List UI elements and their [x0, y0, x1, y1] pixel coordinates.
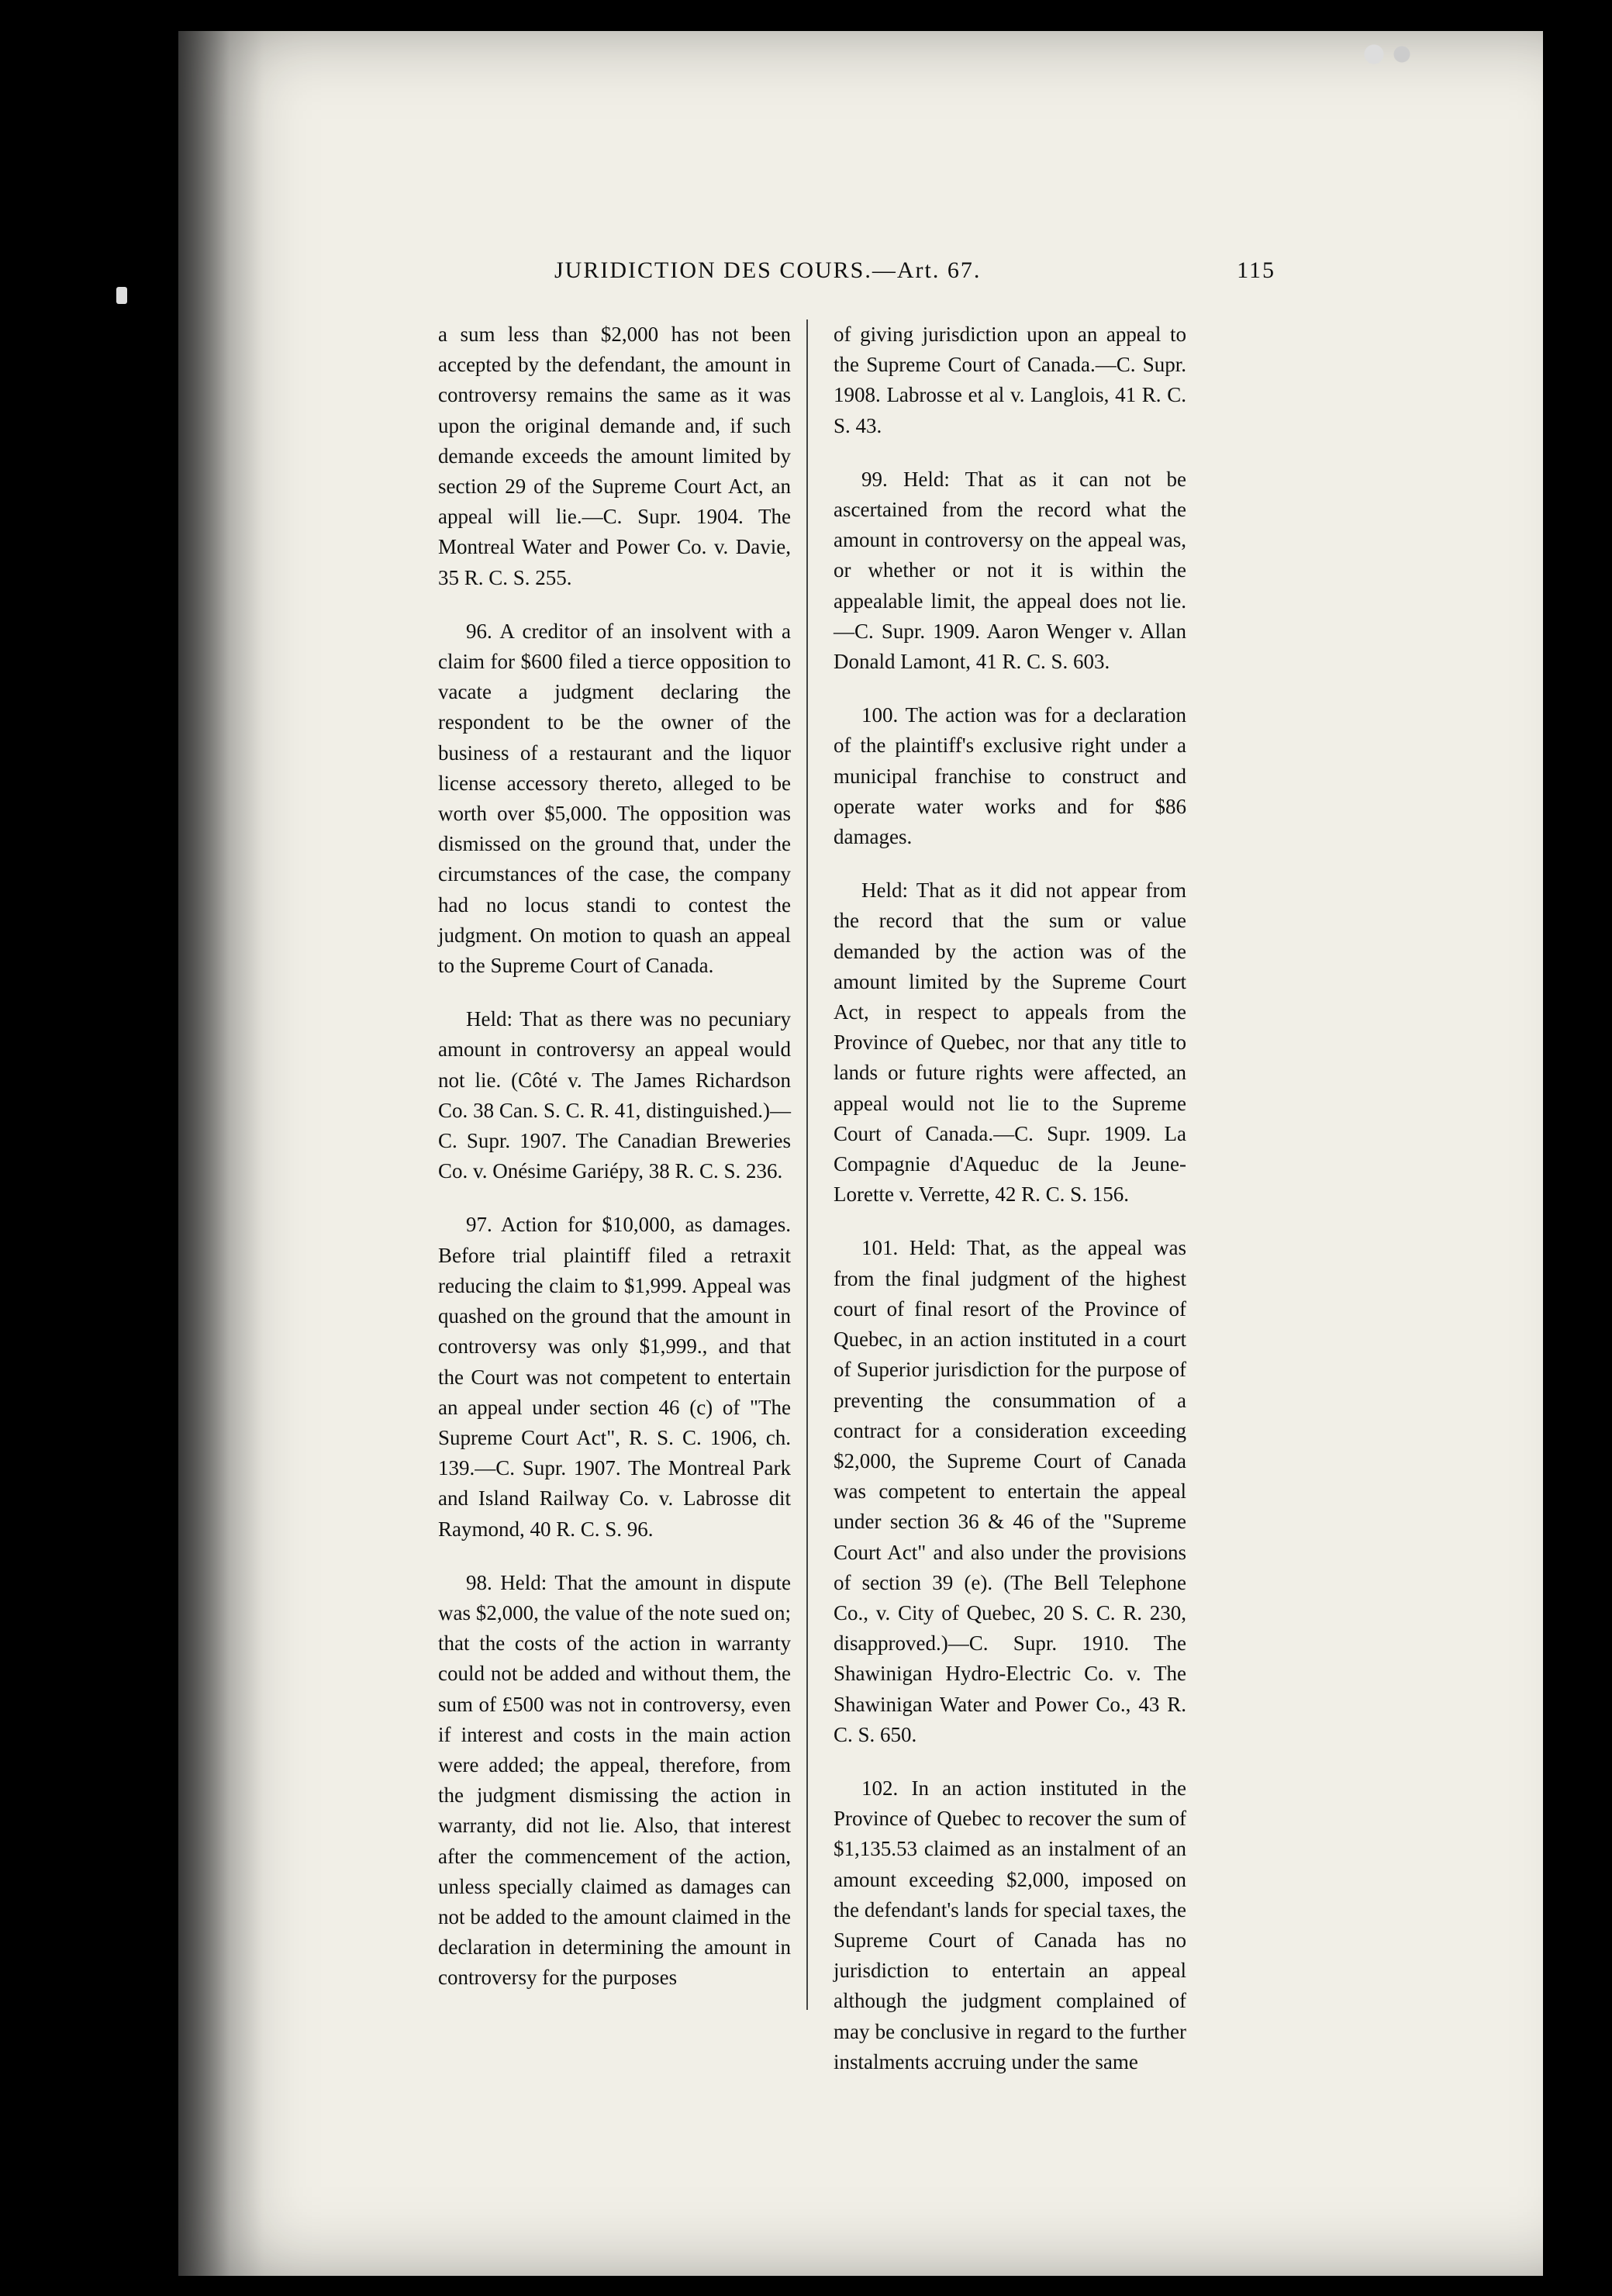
- paragraph-102: 102. In an action instituted in the Province of Quebec to recover the sum of $1,135.53 claimed as an instalment of an amount exceeding $2,000, imposed on the defendant's lands for special taxes, the Supreme Court of Canada has no jurisdiction to entertain an appeal although the judgment complained of may be conclusive in regard to the further instalments accruing under the same: [834, 1776, 1186, 2073]
- binding-shadow: [178, 31, 264, 2276]
- paragraph-99: 99. Held: That as it can not be ascertained from the record what the amount in controversy on the appeal was, or whether or not it is within the appealable limit, the appeal does not lie.—C. Supr. 1909. Aaron Wenger v. Allan Donald Lamont, 41 R. C. S. 603.: [834, 467, 1186, 674]
- paragraph-98-continued: of giving jurisdiction upon an appeal to the Supreme Court of Canada.—C. Supr. 1908. Labrosse et al v. Langlois, 41 R. C. S. 43.: [834, 323, 1186, 437]
- column-divider: [806, 319, 808, 2010]
- paragraph-100-held: Held: That as it did not appear from the record that the sum or value demanded by the action was of the amount limited by the Supreme Court Act, in respect to appeals from the Province of Quebec, nor that any title to lands or future rights were affected, an appeal would not lie to the Supreme Court of Canada.—C. Supr. 1909. La Compagnie d'Aqueduc de la Jeune-Lorette v. Verrette, 42 R. C. S. 156.: [834, 879, 1186, 1207]
- paragraph-96-held: Held: That as there was no pecuniary amount in controversy an appeal would not lie. (Côté v. The James Richardson Co. 38 Can. S. C. R. 41, distinguished.)—C. Supr. 1907. The Canadian Breweries Co. v. Onésime Gariépy, 38 R. C. S. 236.: [438, 1007, 791, 1183]
- paragraph-95-continued: a sum less than $2,000 has not been accepted by the defendant, the amount in controversy remains the same as it was upon the original demande and, if such demande exceeds the amount limited by section 29 of the Supreme Court Act, an appeal will lie.—C. Supr. 1904. The Montreal Water and Power Co. v. Davie, 35 R. C. S. 255.: [438, 323, 791, 589]
- paragraph-96: 96. A creditor of an insolvent with a claim for $600 filed a tierce opposition to vacate a judgment declaring the respondent to be the owner of the business of a restaurant and the liquor license accessory thereto, alleged to be worth over $5,000. The opposition was dismissed on the ground that, under the circumstances of the case, the company had no locus standi to contest the judgment. On motion to quash an appeal to the Supreme Court of Canada.: [438, 619, 791, 978]
- paragraph-100: 100. The action was for a declaration of the plaintiff's exclusive right under a municipal franchise to construct and operate water works and for $86 damages.: [834, 703, 1186, 849]
- left-column: [438, 319, 791, 2017]
- corner-blemish: [1353, 39, 1423, 70]
- paragraph-101: 101. Held: That, as the appeal was from the final judgment of the highest court of final resort of the Province of Quebec, in an action instituted in a court of Superior jurisdiction for the purpose of preventing the consummation of a contract for a consideration exceeding $2,000, the Supreme Court of Canada was competent to entertain the appeal under section 36 & 46 of the "Supreme Court Act" and also under the provisions of section 39 (e). (The Bell Telephone Co., v. City of Quebec, 20 S. C. R. 230, disapproved.)—C. Supr. 1910. The Shawinigan Hydro-Electric Co. v. The Shawinigan Water and Power Co., 43 R. C. S. 650.: [834, 1236, 1186, 1746]
- running-title: JURIDICTION DES COURS.—Art. 67.: [554, 257, 982, 283]
- paragraph-97: 97. Action for $10,000, as damages. Before trial plaintiff filed a retraxit reducing the claim to $1,999. Appeal was quashed on the ground that the amount in controversy was only $1,999., and that the Court was not competent to entertain an appeal under section 46 (c) of "The Supreme Court Act", R. S. C. 1906, ch. 139.—C. Supr. 1907. The Montreal Park and Island Railway Co. v. Labrosse dit Raymond, 40 R. C. S. 96.: [438, 1213, 791, 1541]
- page-number: 115: [1237, 257, 1275, 283]
- paragraph-98: 98. Held: That the amount in dispute was $2,000, the value of the note sued on; that the costs of the action in warranty could not be added and without them, the sum of £500 was not in controversy, even if interest and costs in the main action were added; the appeal, therefore, from the judgment dismissing the action in warranty, did not lie. Also, that interest after the commencement of the action, unless specially claimed as damages can not be added to the amount claimed in the declaration in determining the amount in controversy for the purposes: [438, 1570, 791, 1990]
- margin-blemish: [116, 287, 127, 304]
- right-column: [834, 319, 1186, 2101]
